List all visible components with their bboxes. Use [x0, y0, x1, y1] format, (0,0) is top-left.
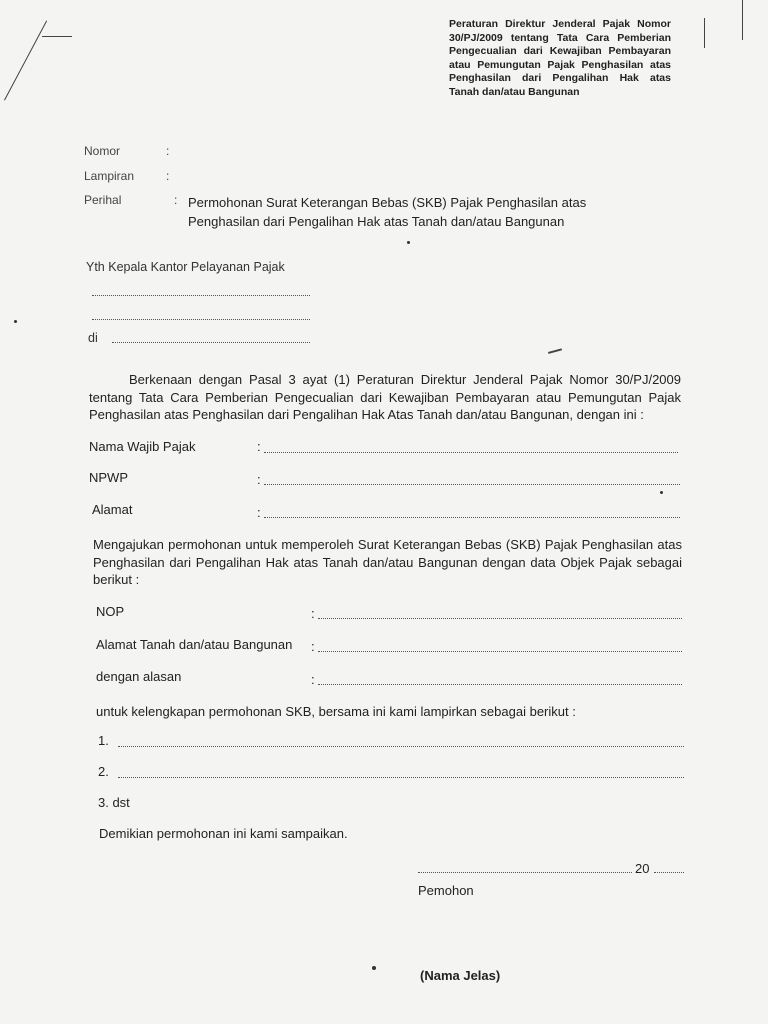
alamat-tanah-colon: :: [311, 639, 315, 654]
signature-place-date-field[interactable]: [418, 872, 632, 873]
alamat-tanah-field[interactable]: [318, 651, 682, 652]
nop-field[interactable]: [318, 618, 682, 619]
scan-speck: [660, 491, 663, 494]
alamat-tanah-label: Alamat Tanah dan/atau Bangunan: [96, 637, 293, 652]
scan-artifact-line: [42, 36, 72, 37]
lampiran-colon: :: [166, 169, 170, 183]
alasan-field[interactable]: [318, 684, 682, 685]
nop-colon: :: [311, 606, 315, 621]
scan-artifact-line: [704, 18, 705, 48]
scan-speck: [407, 241, 410, 244]
scan-artifact-line: [548, 348, 562, 354]
pemohon-label: Pemohon: [418, 883, 474, 898]
perihal-label: Perihal: [84, 193, 122, 207]
nomor-colon: :: [166, 144, 170, 158]
alamat-field[interactable]: [264, 517, 680, 518]
nama-wajib-pajak-field[interactable]: [264, 452, 678, 453]
addressee-dotted-line-2: [92, 319, 310, 320]
regulation-reference: Peraturan Direktur Jenderal Pajak Nomor 30/PJ/2009 tentang Tata Cara Pemberian Pengecualian dari Kewajiban Pembayaran atau Pemungutan Pajak Penghasilan atas Penghasilan dari Pengalihan Hak atas Tanah dan/atau Bangunan: [449, 18, 671, 98]
perihal-colon: :: [174, 193, 178, 207]
lampiran-label: Lampiran: [84, 169, 135, 183]
attachment-item-3: 3. dst: [98, 795, 130, 810]
nama-jelas-label: (Nama Jelas): [420, 968, 501, 983]
di-label: di: [88, 331, 98, 345]
closing-sentence: Demikian permohonan ini kami sampaikan.: [99, 826, 348, 841]
attachment-item-2: 2.: [98, 764, 109, 779]
nama-wajib-pajak-colon: :: [257, 439, 261, 454]
alasan-colon: :: [311, 672, 315, 687]
attachment-item-2-field[interactable]: [118, 777, 684, 778]
nomor-label: Nomor: [84, 144, 121, 158]
attachments-intro: untuk kelengkapan permohonan SKB, bersama ini kami lampirkan sebagai berikut :: [96, 704, 576, 719]
npwp-colon: :: [257, 472, 261, 487]
addressee-dotted-line-1: [92, 295, 310, 296]
npwp-label: NPWP: [89, 470, 128, 485]
signature-year-field[interactable]: [654, 872, 684, 873]
scan-speck: [14, 320, 17, 323]
addressee-line: Yth Kepala Kantor Pelayanan Pajak: [86, 260, 285, 274]
lampiran-row: [84, 169, 204, 183]
perihal-row: [84, 193, 204, 207]
scan-speck: [372, 966, 376, 970]
alamat-colon: :: [257, 505, 261, 520]
nama-wajib-pajak-label: Nama Wajib Pajak: [89, 439, 196, 454]
subject-text: Permohonan Surat Keterangan Bebas (SKB) Pajak Penghasilan atas Penghasilan dari Pengalihan Hak atas Tanah dan/atau Bangunan: [188, 195, 587, 229]
nop-label: NOP: [96, 604, 125, 619]
npwp-field[interactable]: [264, 484, 680, 485]
intro-paragraph: Berkenaan dengan Pasal 3 ayat (1) Peraturan Direktur Jenderal Pajak Nomor 30/PJ/2009 tentang Tata Cara Pemberian Pengecualian dari Kewajiban Pembayaran atau Pemungutan Pajak Penghasilan atas Penghasilan dari Pengalihan Hak Atas Tanah dan/atau Bangunan, dengan ini :: [89, 372, 681, 422]
signature-year: 20: [635, 861, 650, 876]
attachment-item-1: 1.: [98, 733, 109, 748]
alasan-label: dengan alasan: [96, 669, 182, 684]
attachment-item-1-field[interactable]: [118, 746, 684, 747]
alamat-label: Alamat: [92, 502, 133, 517]
request-paragraph: Mengajukan permohonan untuk memperoleh Surat Keterangan Bebas (SKB) Pajak Penghasilan atas Penghasilan dari Pengalihan Hak atas Tanah dan/atau Bangunan dengan data Objek Pajak sebagai berikut :: [93, 537, 682, 587]
scan-artifact-line: [742, 0, 743, 40]
scan-artifact-line: [4, 21, 47, 101]
nomor-row: [84, 144, 204, 158]
di-dotted-line: [112, 342, 310, 343]
